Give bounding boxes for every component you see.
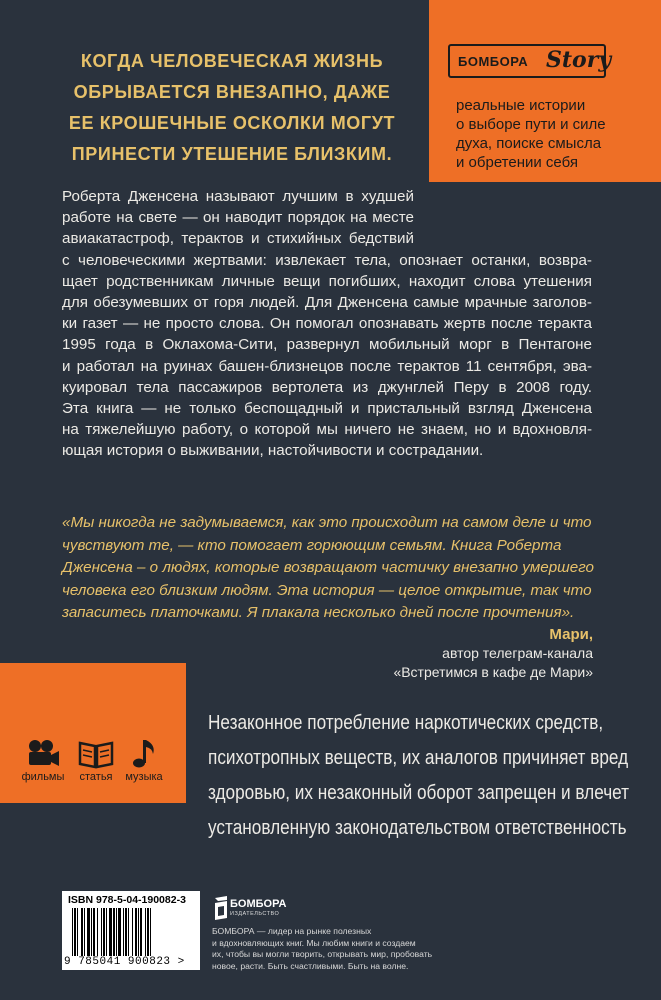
barcode-bar: [128, 908, 129, 956]
description-line: работе на свете — он наводит порядок на месте: [62, 209, 414, 227]
headline: [52, 46, 412, 170]
description-line: ки газет — не просто слова. Он помогал опознавать жертв после теракта: [62, 315, 592, 333]
description-line: авиакатастроф, терактов и стихийных бедствий: [62, 230, 414, 248]
barcode-bar: [132, 908, 133, 956]
description-line: для обезумевших от горя людей. Для Дженсена самые мрачные заголов-: [62, 294, 592, 312]
barcode-bar: [140, 908, 142, 956]
description-line: и работал на руинах башен-близнецов после терактов 11 сентября, эва-: [62, 357, 592, 375]
series-logo-story: Story: [546, 47, 612, 73]
barcode-bar: [87, 908, 90, 956]
barcode-bar: [125, 908, 127, 956]
headline-line: ПРИНЕСТИ УТЕШЕНИЕ БЛИЗКИМ.: [71, 144, 393, 164]
quote-line: запаситесь платочками. Я плакала несколько дней после прочтения».: [62, 604, 575, 621]
publisher-description-line: БОМБОРА — лидер на рынке полезных: [212, 926, 372, 936]
description-line: на тяжелейшую работу, о которой мы ничего не знаем, но и вдохновля-: [62, 421, 592, 439]
barcode-bar: [74, 908, 76, 956]
media-label-films: фильмы: [21, 771, 65, 783]
warning-line: здоровью, их незаконный оборот запрещен и влечет: [208, 782, 630, 804]
barcode-bar: [97, 908, 98, 956]
barcode-bar: [77, 908, 78, 956]
series-logo: [448, 44, 612, 78]
barcode-bar: [93, 908, 95, 956]
barcode-bar: [145, 908, 146, 956]
barcode-bar: [84, 908, 85, 956]
barcode-bar: [72, 908, 73, 956]
series-tagline-line: реальные истории: [456, 97, 586, 114]
music-note-icon: [126, 737, 164, 771]
barcode-bar: [101, 908, 102, 956]
media-label-article: статья: [79, 771, 113, 783]
publisher-description-line: их, чтобы вы могли творить, открывать мир, пробовать: [212, 949, 433, 959]
barcode-bars: [72, 908, 190, 956]
publisher-subtitle: ИЗДАТЕЛЬСТВО: [230, 911, 280, 917]
quote-line: Дженсена – о людях, которые возвращают частичку внезапно умершего: [62, 559, 594, 576]
quote-line: человека его близким людям. Эта история — целое открытие, так что: [62, 581, 592, 599]
quote-author-name: Мари,: [549, 626, 593, 643]
publisher-description-line: новое, расти. Быть счастливыми. Быть на волне.: [212, 960, 409, 971]
quote-line: чувствуют те, — кто помогает горюющим семьям. Книга Роберта: [62, 536, 562, 554]
barcode-bar: [118, 908, 121, 956]
barcode-bar: [109, 908, 112, 956]
barcode-bar: [135, 908, 137, 956]
review-quote: [62, 512, 592, 625]
bombora-logo-icon: [212, 894, 230, 922]
description-line: 1995 года в Оклахома-Сити, развернул мобильный морг в Пентагоне: [62, 336, 592, 354]
series-tagline: [456, 96, 656, 172]
warning-line: установленную законодательством ответственность: [208, 817, 627, 839]
legal-warning: [208, 706, 630, 846]
open-book-icon: [77, 737, 115, 771]
series-tagline-line: духа, поиске смысла: [456, 135, 602, 152]
warning-line: Незаконное потребление наркотических средств,: [208, 712, 604, 734]
barcode-bar: [103, 908, 105, 956]
description-line: с человеческими жертвами: извлекает тела, опознает останки, возвра-: [62, 251, 592, 269]
publisher-description: [212, 926, 442, 972]
description-line: Эта книга — не только беспощадный и пристальный взгляд Дженсена: [62, 400, 592, 418]
barcode-bar: [91, 908, 92, 956]
barcode-bar: [106, 908, 107, 956]
film-camera-icon: [24, 737, 62, 771]
isbn-label: ISBN 978-5-04-190082-3: [68, 894, 186, 906]
warning-line: психотропных веществ, их аналогов причиняет вред: [208, 747, 629, 769]
series-tagline-line: о выборе пути и силе: [456, 116, 606, 133]
quote-author-channel: «Встретимся в кафе де Мари»: [393, 664, 593, 680]
publisher-description-line: и вдохновляющих книг. Мы любим книги и создаем: [212, 937, 416, 948]
description-line: ющая история о выживании, настойчивости и сострадании.: [62, 442, 484, 460]
barcode-digits: 9 785041 900823 >: [64, 956, 185, 968]
barcode-bar: [150, 908, 151, 956]
quote-author-role: автор телеграм-канала: [442, 645, 593, 661]
quote-author: [393, 625, 593, 682]
description-line: щает родственникам личные вещи погибших, находит слова утешения: [62, 272, 592, 290]
book-description: [62, 186, 592, 462]
series-tagline-line: и обретении себя: [456, 154, 578, 171]
barcode-bar: [113, 908, 115, 956]
headline-line: ЕЕ КРОШЕЧНЫЕ ОСКОЛКИ МОГУТ: [68, 113, 396, 133]
quote-line: «Мы никогда не задумываемся, как это происходит на самом деле и что: [62, 514, 592, 531]
barcode-bar: [81, 908, 83, 956]
barcode-bar: [147, 908, 149, 956]
barcode-bar: [116, 908, 117, 956]
description-line: Роберта Дженсена называют лучшим в худшей: [62, 188, 414, 205]
media-label-music: музыка: [125, 771, 163, 783]
barcode-bar: [123, 908, 124, 956]
publisher-name: БОМБОРА: [230, 898, 287, 910]
series-logo-publisher: БОМБОРА: [458, 54, 529, 69]
headline-line: ОБРЫВАЕТСЯ ВНЕЗАПНО, ДАЖЕ: [73, 82, 391, 102]
barcode: [62, 891, 200, 970]
description-line: куировал тела пассажиров вертолета из джунглей Перу в 2008 году.: [62, 378, 592, 396]
headline-line: КОГДА ЧЕЛОВЕЧЕСКАЯ ЖИЗНЬ: [80, 51, 384, 71]
barcode-bar: [138, 908, 139, 956]
